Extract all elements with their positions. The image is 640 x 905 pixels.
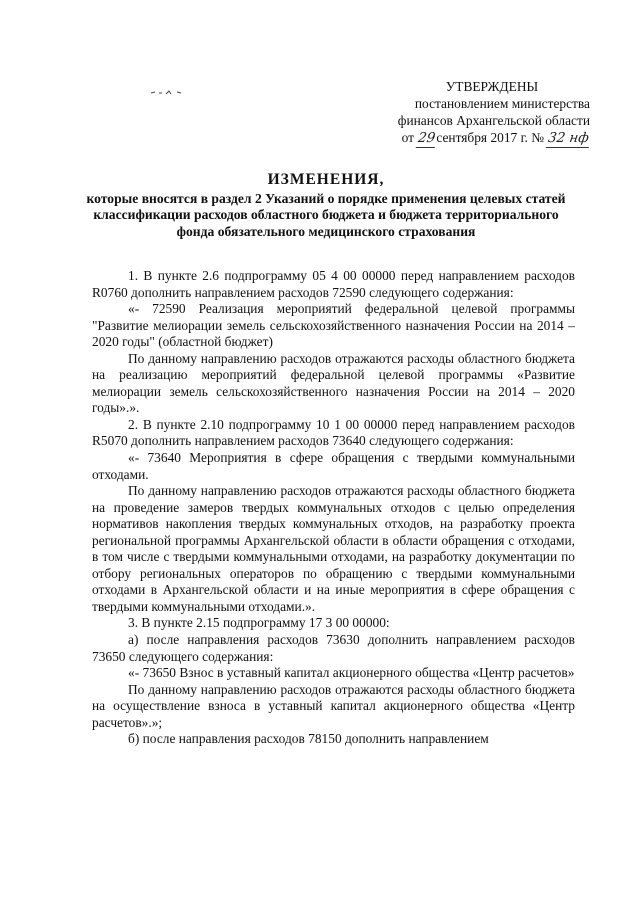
date-day-handwritten: 29 xyxy=(417,131,437,146)
paragraph-10: По данному направлению расходов отражаются расходы областного бюджета на осуществление взноса в уставный капитал акционерного общества «Центр расчетов».»; xyxy=(92,681,575,730)
document-body xyxy=(92,268,575,748)
paragraph-3: По данному направлению расходов отражаются расходы областного бюджета на реализацию мероприятий федеральной целевой программы «Развитие мелиорации земель сельскохозяйственного назначения России на 2014 – 2020 годы».». xyxy=(92,350,575,416)
heading-title: ИЗМЕНЕНИЯ, xyxy=(267,171,385,188)
paragraph-2: «- 72590 Реализация мероприятий федеральной целевой программы "Развитие мелиорации земель сельскохозяйственного назначения России на 2014 – 2020 годы" (областной бюджет) xyxy=(92,301,575,350)
date-rest: сентября 2017 г. № xyxy=(436,130,545,145)
approval-line-2: финансов Архангельской области xyxy=(397,113,590,128)
document-heading xyxy=(80,172,572,240)
paragraph-9: «- 73650 Взнос в уставный капитал акционерного общества «Центр расчетов» xyxy=(128,665,575,681)
paragraph-1: 1. В пункте 2.6 подпрограмму 05 4 00 00000 перед направлением расходов R0760 дополнить направлением расходов 72590 следующего содержания: xyxy=(92,268,575,300)
ink-mark xyxy=(150,88,190,96)
paragraph-4: 2. В пункте 2.10 подпрограмму 10 1 00 00000 перед направлением расходов R5070 дополнить направлением расходов 73640 следующего содержания: xyxy=(92,416,575,449)
approval-date xyxy=(360,129,590,148)
heading-subtitle: которые вносятся в раздел 2 Указаний о порядке применения целевых статей классификации расходов областного бюджета и бюджета территориального фонда обязательного медицинского страхования xyxy=(86,190,566,239)
approval-title: УТВЕРЖДЕНЫ xyxy=(445,79,539,94)
approval-stamp xyxy=(360,78,590,148)
paragraph-8: а) после направления расходов 73630 дополнить направлением расходов 73650 следующего содержания: xyxy=(92,632,575,664)
paragraph-11: б) после направления расходов 78150 дополнить направлением xyxy=(128,731,489,747)
paragraph-6: По данному направлению расходов отражаются расходы областного бюджета на проведение замеров твердых коммунальных отходов с целью определения нормативов накопления твердых коммунальных отходов, на разработку проекта региональной программы Архангельской области в области обращения с отходами, в том числе с твердыми коммунальными отходами, на разработку документации по отбору региональных операторов по обращению с твердыми коммунальными отходами в Архангельской области и на иные мероприятия в сфере обращения с твердыми коммунальными отходами.». xyxy=(92,483,575,614)
date-prefix: от xyxy=(401,130,414,145)
paragraph-7: 3. В пункте 2.15 подпрограмму 17 3 00 00000: xyxy=(128,615,390,631)
document-number-handwritten: 32 нф xyxy=(547,131,591,146)
paragraph-5: «- 73640 Мероприятия в сфере обращения с твердыми коммунальными отходами. xyxy=(92,450,575,482)
approval-line-1: постановлением министерства xyxy=(414,96,590,111)
